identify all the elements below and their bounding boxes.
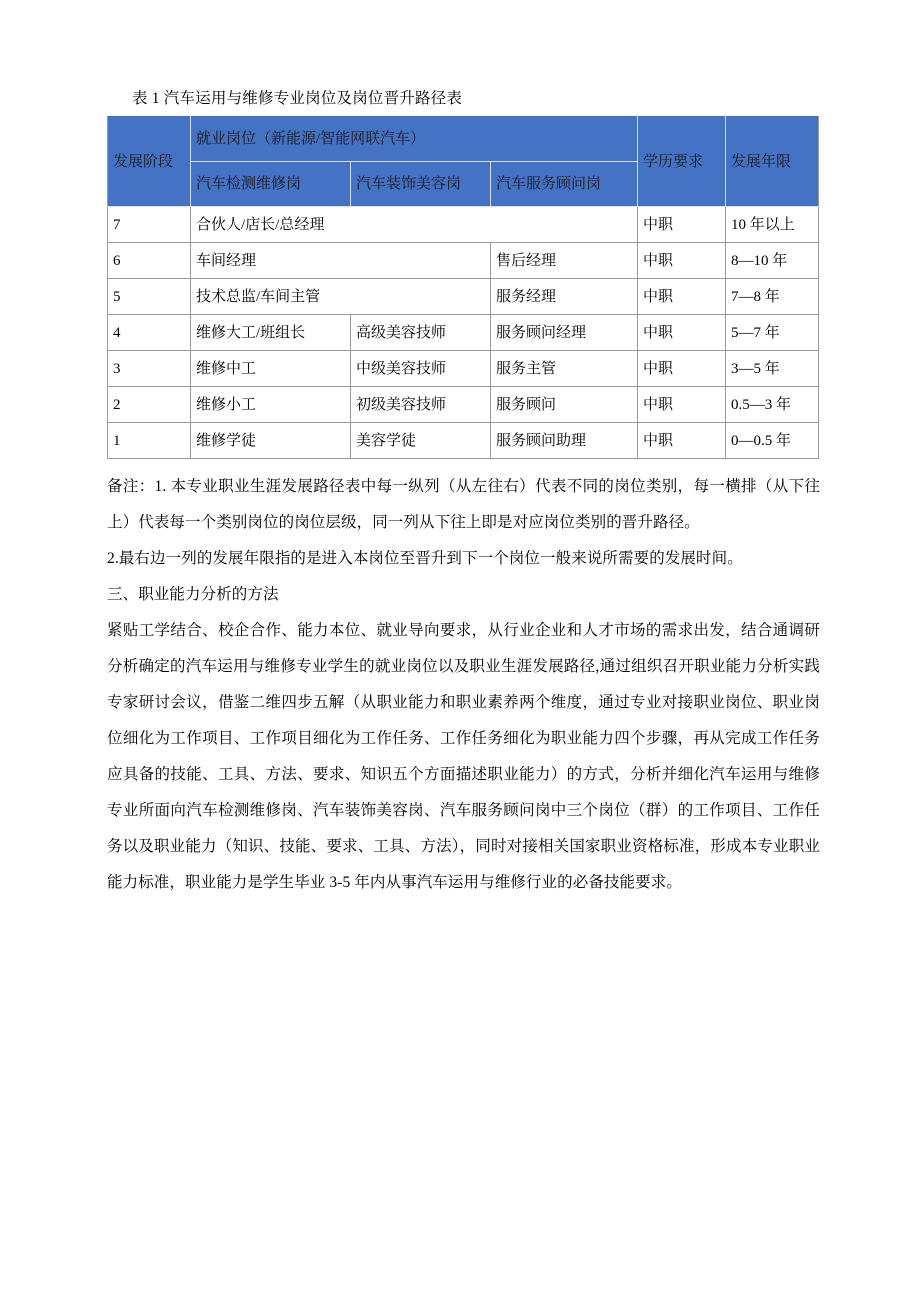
table-note-1: 备注：1. 本专业职业生涯发展路径表中每一纵列（从左往右）代表不同的岗位类别，每一横排（从下往上）代表每一个类别岗位的岗位层级，同一列从下往上即是对应岗位类别的晋升路径。 bbox=[107, 478, 820, 531]
document-prose bbox=[107, 469, 820, 901]
career-path-table bbox=[107, 116, 819, 459]
cell-stage: 5 bbox=[108, 279, 191, 315]
cell-job-3: 服务顾问经理 bbox=[491, 315, 638, 351]
table-row bbox=[108, 423, 819, 459]
cell-job-1: 维修学徒 bbox=[191, 423, 351, 459]
cell-education: 中职 bbox=[638, 387, 726, 423]
table-row bbox=[108, 207, 819, 243]
cell-education: 中职 bbox=[638, 243, 726, 279]
cell-job-3: 服务顾问 bbox=[491, 387, 638, 423]
cell-years: 7—8 年 bbox=[726, 279, 819, 315]
cell-years: 0.5—3 年 bbox=[726, 387, 819, 423]
cell-job-3: 服务主管 bbox=[491, 351, 638, 387]
cell-job-3: 服务经理 bbox=[491, 279, 638, 315]
cell-years: 8—10 年 bbox=[726, 243, 819, 279]
cell-job-merged: 技术总监/车间主管 bbox=[191, 279, 491, 315]
cell-education: 中职 bbox=[638, 315, 726, 351]
cell-stage: 6 bbox=[108, 243, 191, 279]
cell-job-1: 维修大工/班组长 bbox=[191, 315, 351, 351]
cell-job-2: 中级美容技师 bbox=[351, 351, 491, 387]
table-header-row-top bbox=[108, 117, 819, 162]
cell-job-1: 维修中工 bbox=[191, 351, 351, 387]
cell-stage: 4 bbox=[108, 315, 191, 351]
table-row bbox=[108, 243, 819, 279]
cell-years: 5—7 年 bbox=[726, 315, 819, 351]
header-cell-education: 学历要求 bbox=[638, 117, 726, 207]
table-row bbox=[108, 351, 819, 387]
cell-stage: 7 bbox=[108, 207, 191, 243]
cell-job-2: 高级美容技师 bbox=[351, 315, 491, 351]
cell-education: 中职 bbox=[638, 351, 726, 387]
header-cell-stage: 发展阶段 bbox=[108, 117, 191, 207]
table-note-2: 2.最右边一列的发展年限指的是进入本岗位至晋升到下一个岗位一般来说所需要的发展时间。 bbox=[107, 550, 743, 567]
section-heading: 三、职业能力分析的方法 bbox=[107, 586, 279, 603]
cell-stage: 3 bbox=[108, 351, 191, 387]
cell-job-3: 售后经理 bbox=[491, 243, 638, 279]
table-caption: 表 1 汽车运用与维修专业岗位及岗位晋升路径表 bbox=[132, 90, 463, 107]
cell-job-2: 初级美容技师 bbox=[351, 387, 491, 423]
cell-job-merged: 车间经理 bbox=[191, 243, 491, 279]
cell-stage: 1 bbox=[108, 423, 191, 459]
table-header bbox=[108, 117, 819, 207]
cell-job-2: 美容学徒 bbox=[351, 423, 491, 459]
cell-job-3: 服务顾问助理 bbox=[491, 423, 638, 459]
table-row bbox=[108, 279, 819, 315]
cell-education: 中职 bbox=[638, 423, 726, 459]
header-cell-years: 发展年限 bbox=[726, 117, 819, 207]
table-row bbox=[108, 387, 819, 423]
table-body bbox=[108, 207, 819, 459]
cell-job-merged: 合伙人/店长/总经理 bbox=[191, 207, 638, 243]
body-paragraph: 紧贴工学结合、校企合作、能力本位、就业导向要求，从行业企业和人才市场的需求出发，结合通调研分析确定的汽车运用与维修专业学生的就业岗位以及职业生涯发展路径,通过组织召开职业能力分析实践专家研讨会议，借鉴二维四步五解（从职业能力和职业素养两个维度，通过专业对接职业岗位、职业岗位细化为工作项目、工作项目细化为工作任务、工作任务细化为职业能力四个步骤，再从完成工作任务应具备的技能、工具、方法、要求、知识五个方面描述职业能力）的方式，分析并细化汽车运用与维修专业所面向汽车检测维修岗、汽车装饰美容岗、汽车服务顾问岗中三个岗位（群）的工作项目、工作任务以及职业能力（知识、技能、要求、工具、方法），同时对接相关国家职业资格标准，形成本专业职业能力标准，职业能力是学生毕业 3-5 年内从事汽车运用与维修行业的必备技能要求。 bbox=[107, 622, 820, 891]
cell-stage: 2 bbox=[108, 387, 191, 423]
cell-job-1: 维修小工 bbox=[191, 387, 351, 423]
table-row bbox=[108, 315, 819, 351]
header-cell-job-col-1: 汽车检测维修岗 bbox=[191, 162, 351, 207]
cell-education: 中职 bbox=[638, 279, 726, 315]
header-cell-job-col-3: 汽车服务顾问岗 bbox=[491, 162, 638, 207]
cell-education: 中职 bbox=[638, 207, 726, 243]
header-cell-job-col-2: 汽车装饰美容岗 bbox=[351, 162, 491, 207]
cell-years: 10 年以上 bbox=[726, 207, 819, 243]
cell-years: 0—0.5 年 bbox=[726, 423, 819, 459]
cell-years: 3—5 年 bbox=[726, 351, 819, 387]
header-cell-jobs-group: 就业岗位（新能源/智能网联汽车） bbox=[191, 117, 638, 162]
